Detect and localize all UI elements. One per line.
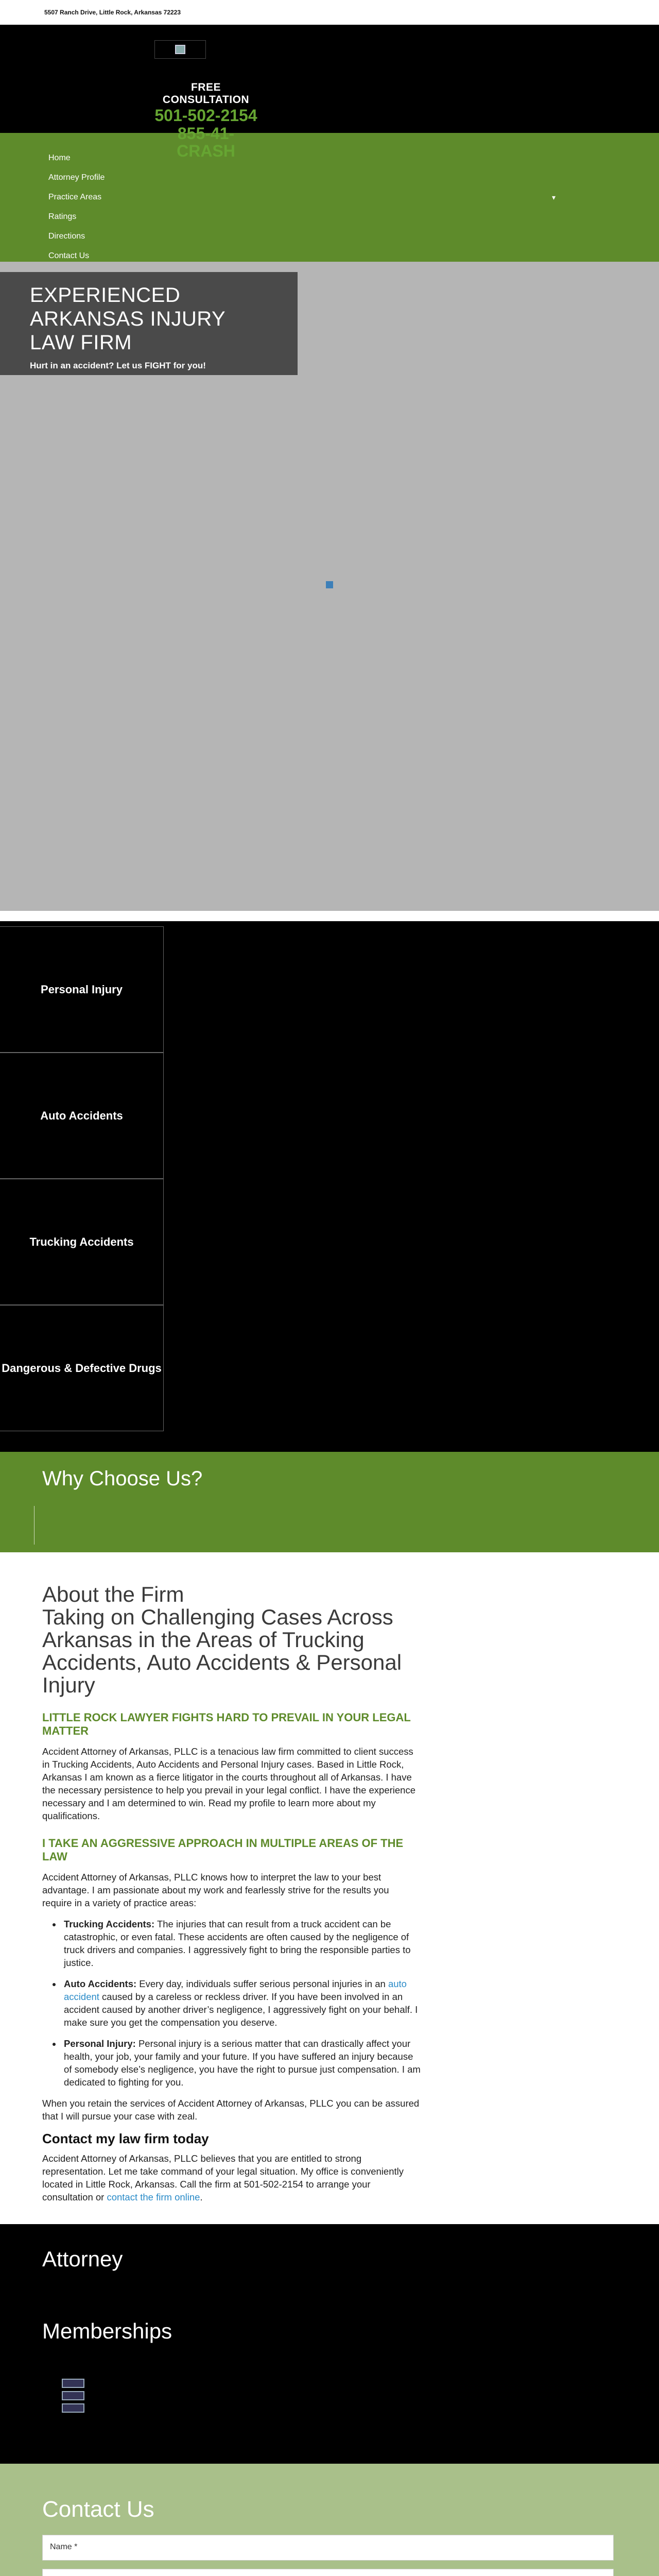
- hero-bottom-strip: [0, 911, 659, 921]
- about-heading-aggressive: I TAKE AN AGGRESSIVE APPROACH IN MULTIPLE AREAS OF THE LAW: [42, 1837, 404, 1863]
- header-cta: [154, 81, 257, 160]
- main-nav: [0, 133, 659, 262]
- tile-trucking-accidents[interactable]: Trucking Accidents: [0, 1179, 164, 1305]
- tiles-spacer: [0, 1431, 659, 1452]
- attorney-memberships: [0, 2224, 659, 2464]
- list-item-text: The injuries that can result from a truck accident can be catastrophic, or even fatal. These accidents are often caused by the negligence of truck drivers and companies. I aggressively fight to bring the responsible parties to justice.: [64, 1919, 411, 1968]
- membership-badge-icon[interactable]: [62, 2379, 93, 2415]
- auto-accident-link[interactable]: auto accident: [64, 1978, 407, 2002]
- vanity-phone-link[interactable]: 855-41-CRASH: [177, 124, 235, 160]
- about-paragraph: Accident Attorney of Arkansas, PLLC is a tenacious law firm committed to client success in Trucking Accidents, Auto Accidents and Personal Injury cases. Based in Little Rock, Arkansas I am known as a fierce litigator in the courts throughout all of Arkansas. I have the necessary persistence to help you prevail in your legal conflict. I have the experience necessary and I am determined to win. Read my profile to learn more about my qualifications.: [42, 1746, 415, 1821]
- why-title: Why Choose Us?: [42, 1467, 203, 1490]
- contact-online-link[interactable]: contact the firm online: [107, 2192, 200, 2202]
- logo-image-icon: [175, 45, 185, 54]
- name-field[interactable]: Name *: [42, 2535, 614, 2561]
- tile-defective-drugs[interactable]: Dangerous & Defective Drugs: [0, 1305, 164, 1431]
- list-item-text: caused by a careless or reckless driver. If you have been involved in an accident caused by another driver’s negligence, I aggressively fight on your behalf. I make sure you get the compensation you deserve.: [64, 1991, 418, 2028]
- list-item: [62, 2037, 421, 2089]
- phone-number-link[interactable]: 501-502-2154: [154, 106, 257, 125]
- site-logo[interactable]: [154, 40, 206, 59]
- nav-item-contact-us[interactable]: Contact Us: [48, 251, 90, 260]
- list-item-text: Personal injury is a serious matter that can drastically affect your health, your job, your family and your future. If you have suffered an injury because of somebody else’s negligence, you have the right to pursue just compensation. I am dedicated to fighting for you.: [64, 2038, 421, 2088]
- nav-item-ratings[interactable]: Ratings: [48, 212, 77, 221]
- list-item: [62, 1977, 421, 2029]
- about-paragraph: [42, 2152, 421, 2204]
- hero-title: EXPERIENCED ARKANSAS INJURY LAW FIRM: [30, 284, 226, 354]
- contact-heading: Contact my law firm today: [42, 2131, 209, 2146]
- contact-form-section: [0, 2464, 659, 2576]
- about-heading-fight: LITTLE ROCK LAWYER FIGHTS HARD TO PREVAIL IN YOUR LEGAL MATTER: [42, 1711, 411, 1737]
- nav-item-attorney-profile[interactable]: Attorney Profile: [48, 173, 105, 182]
- tile-auto-accidents[interactable]: Auto Accidents: [0, 1053, 164, 1179]
- play-icon[interactable]: [326, 581, 333, 588]
- hero-subtitle: Hurt in an accident? Let us FIGHT for you!: [30, 361, 206, 370]
- top-address-bar: [0, 0, 659, 25]
- list-item-title: Personal Injury:: [64, 2038, 136, 2049]
- members-title: Memberships: [42, 2319, 172, 2343]
- tile-personal-injury[interactable]: Personal Injury: [0, 926, 164, 1053]
- list-item-text: Every day, individuals suffer serious personal injuries in an: [136, 1978, 388, 1989]
- members-title: Attorney: [42, 2247, 123, 2271]
- about-paragraph: Accident Attorney of Arkansas, PLLC knows how to interpret the law to your best advantage. I am passionate about my work and fearlessly strive for the results you require in a variety of practice areas:: [42, 1872, 389, 1908]
- hero-slider: [0, 262, 659, 921]
- hero-card: [0, 272, 298, 375]
- list-item: [62, 1918, 421, 1969]
- about-firm: [0, 1552, 463, 2224]
- why-choose-us: [0, 1452, 659, 1552]
- list-item-title: Auto Accidents:: [64, 1978, 137, 1989]
- nav-item-home[interactable]: Home: [48, 154, 71, 162]
- chevron-down-icon[interactable]: ▾: [552, 193, 556, 201]
- top-address: 5507 Ranch Drive, Little Rock, Arkansas 72223: [44, 9, 181, 16]
- email-field[interactable]: [42, 2569, 614, 2576]
- free-consultation-label: FREE CONSULTATION: [162, 81, 250, 106]
- list-item-title: Trucking Accidents:: [64, 1919, 155, 1929]
- about-title: About the Firm Taking on Challenging Cases Across Arkansas in the Areas of Trucking Accidents, Auto Accidents & Personal Injury: [42, 1582, 402, 1697]
- nav-item-practice-areas[interactable]: [0, 188, 659, 207]
- paragraph-text: Accident Attorney of Arkansas, PLLC believes that you are entitled to strong representation. Let me take command of your legal situation. My office is conveniently located in Little Rock, Arkansas. Call the firm at 501-502-2154 to arrange your consultation or: [42, 2153, 404, 2202]
- nav-item-label: Practice Areas: [48, 193, 102, 201]
- practice-area-tiles: [0, 921, 659, 1452]
- paragraph-text: .: [200, 2192, 203, 2202]
- practice-list: [62, 1918, 421, 2089]
- about-paragraph: When you retain the services of Accident Attorney of Arkansas, PLLC you can be assured that I will pursue your case with zeal.: [42, 2098, 420, 2122]
- contact-title: Contact Us: [42, 2497, 154, 2522]
- nav-item-directions[interactable]: Directions: [48, 232, 85, 241]
